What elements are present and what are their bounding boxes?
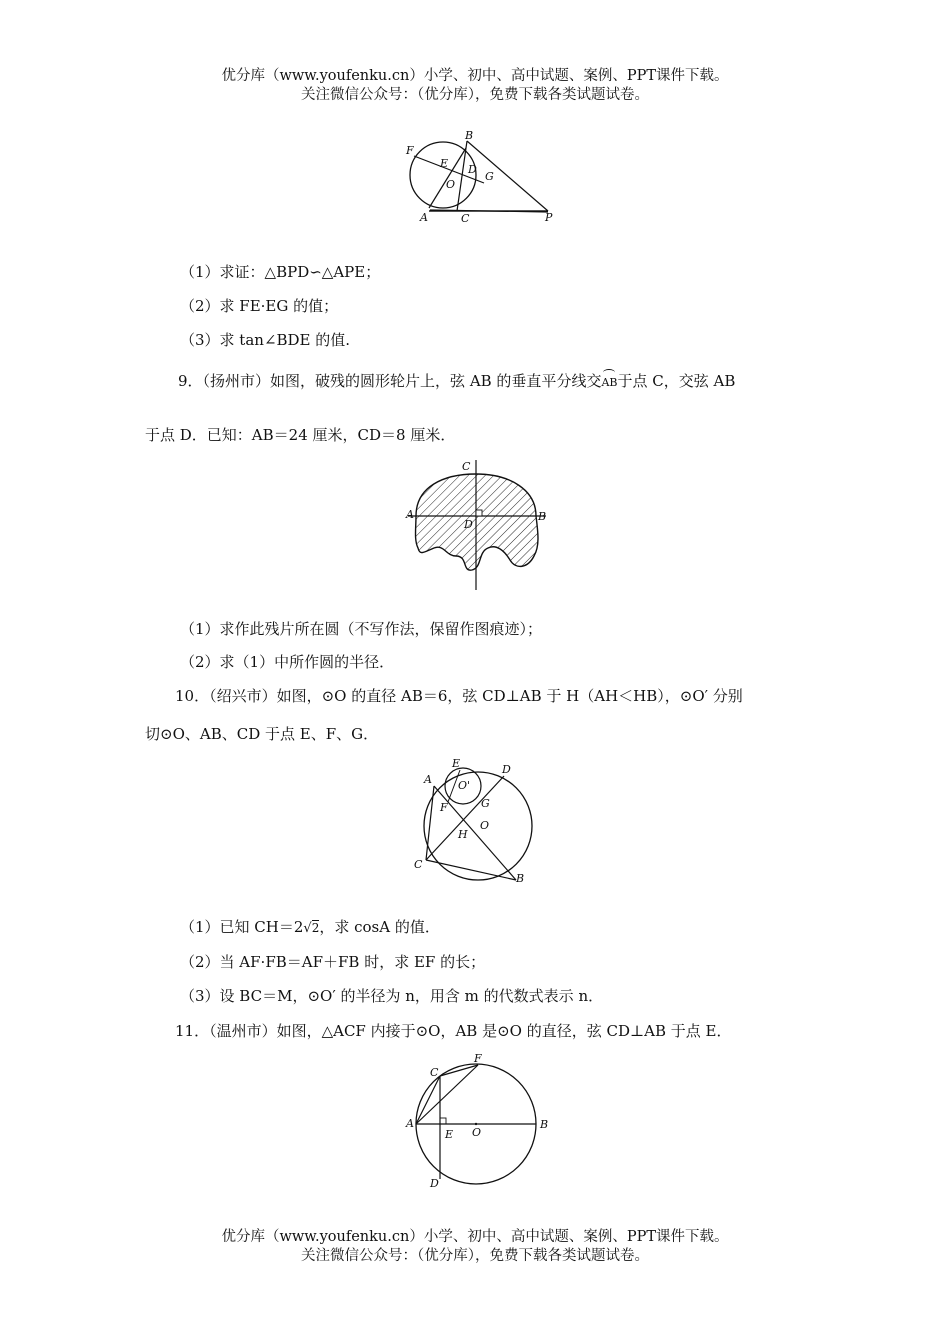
fig8-label-c: C [461,212,470,225]
q10-part-1-sqrt: 2 [311,921,320,935]
q9-stem-c: 于点 D．已知：AB＝24 厘米，CD＝8 厘米． [145,426,456,444]
fig8-label-o: O [446,178,456,191]
fig8-label-b: B [465,129,474,142]
fig10-label-d: D [502,763,511,776]
fig10-label-o: O [480,819,490,832]
fig11-label-o: O [472,1126,482,1139]
figure-q10 [408,756,548,891]
header-line-2: 关注微信公众号：（优分库），免费下载各类试题试卷。 [301,87,649,103]
fig11-label-a: A [406,1117,414,1130]
fig10-label-b: B [516,872,525,885]
fig8-label-f: F [406,144,414,157]
figure-q8 [400,128,580,228]
sqrt-symbol: √ [303,921,312,936]
fig8-label-g: G [485,170,494,183]
q11-stem: 11．（温州市）如图，△ACF 内接于⊙O，AB 是⊙O 的直径，弦 CD⊥AB 于点 E． [175,1022,732,1040]
fig9-label-c: C [462,460,471,473]
footer-line-1: 优分库（www.youfenku.cn）小学、初中、高中试题、案例、PPT课件下载。 [221,1229,729,1245]
q9-stem-a: 9．（扬州市）如图，破残的圆形轮片上，弦 AB 的垂直平分线交 [178,372,602,390]
q9-part-1: （1）求作此残片所在圆（不写作法，保留作图痕迹）； [180,620,543,638]
fig8-label-a: A [420,211,428,224]
fig10-label-c: C [414,858,423,871]
q9-stem-b: 于点 C，交弦 AB [617,372,736,390]
q10-part-1-a: （1）已知 CH＝2 [180,918,304,936]
fig11-label-f: F [474,1052,482,1065]
q10-part-1 [180,917,440,939]
q10-part-2: （2）当 AF·FB＝AF＋FB 时，求 EF 的长； [180,953,486,971]
fig10-label-o-prime: O' [458,779,471,792]
fig11-label-d: D [430,1177,439,1190]
fig11-label-e: E [445,1128,454,1141]
q8-part-3: （3）求 tan∠BDE 的值. [180,331,351,349]
q10-stem-a: 10．（绍兴市）如图，⊙O 的直径 AB＝6，弦 CD⊥AB 于 H（AH＜HB），⊙O′ 分别 [175,687,743,705]
fig10-label-h: H [458,828,468,841]
header-line-1: 优分库（www.youfenku.cn）小学、初中、高中试题、案例、PPT课件下载。 [221,68,729,84]
q8-part-2: （2）求 FE·EG 的值； [180,297,339,315]
fig9-label-a: A [406,508,414,521]
q9-stem [178,369,735,393]
fig11-label-b: B [540,1118,549,1131]
fig10-label-g: G [481,797,490,810]
q8-part-1: （1）求证：△BPD∽△APE； [180,263,381,281]
fig8-label-p: P [545,211,553,224]
fig10-label-f: F [440,801,448,814]
fig10-label-e: E [452,757,461,770]
arc-ab-symbol: AB [601,369,617,393]
fig9-label-b: B [538,510,547,523]
fig8-label-e: E [440,157,449,170]
q9-part-2: （2）求（1）中所作圆的半径． [180,653,395,671]
page-header [0,67,950,105]
q10-stem-b: 切⊙O、AB、CD 于点 E、F、G． [145,725,379,743]
fig8-label-d: D [468,163,477,176]
fig10-label-a: A [424,773,432,786]
fig11-label-c: C [430,1066,439,1079]
footer-line-2: 关注微信公众号：（优分库），免费下载各类试题试卷。 [301,1248,649,1264]
q10-part-1-b: ，求 cosA 的值． [319,918,440,936]
figure-q11 [398,1052,558,1192]
fig9-label-d: D [464,518,473,531]
q10-part-3: （3）设 BC＝M，⊙O′ 的半径为 n，用含 m 的代数式表示 n． [180,987,604,1005]
figure-q9 [398,452,568,592]
page-footer [0,1228,950,1266]
